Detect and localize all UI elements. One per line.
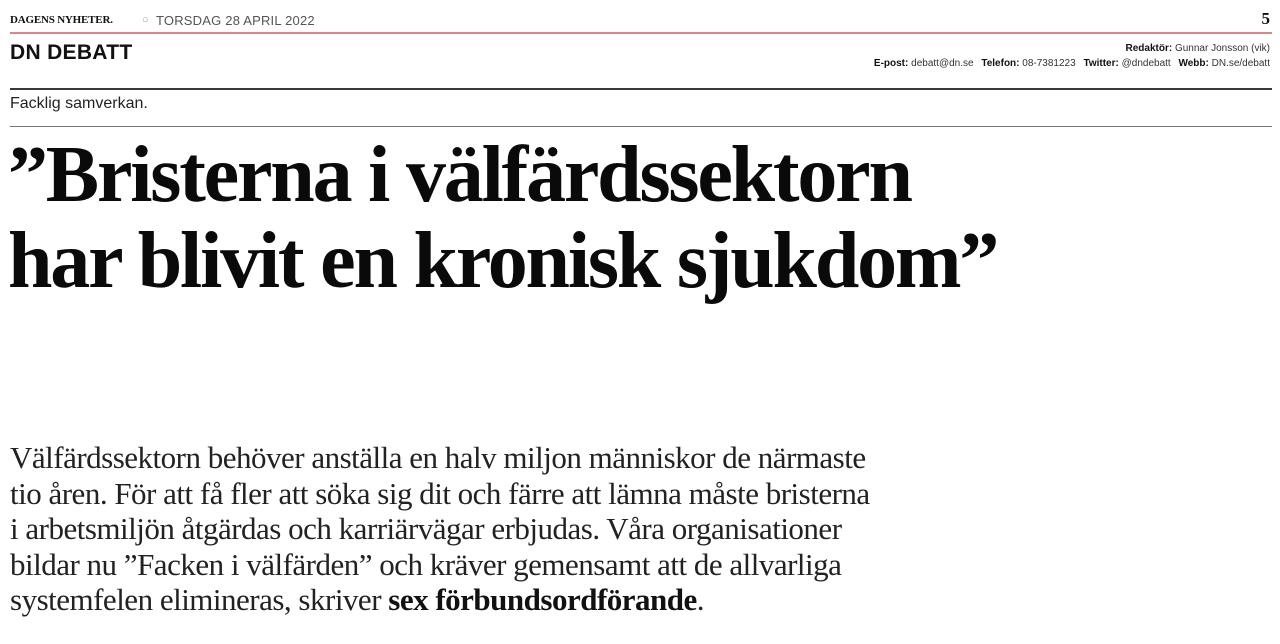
phone-number: 08-7381223 (1022, 58, 1076, 69)
phone-label: Telefon: (981, 58, 1020, 69)
top-divider (10, 32, 1272, 34)
circle-separator-icon: ○ (142, 14, 149, 26)
ingress-line-lead: systemfelen elimineras, skriver (10, 582, 389, 617)
twitter-handle: @dndebatt (1121, 58, 1171, 69)
article-headline (8, 132, 1258, 304)
contact-info (874, 41, 1270, 71)
section-title: DN DEBATT (10, 41, 133, 64)
contact-line (874, 56, 1270, 71)
kicker-divider (10, 126, 1272, 127)
email-address: debatt@dn.se (911, 58, 974, 69)
ingress-line-end: . (696, 582, 705, 617)
web-address: DN.se/debatt (1211, 58, 1270, 69)
editor-line (874, 41, 1270, 56)
ingress-line: bildar nu ”Facken i välfärden” och kräver gemensamt att de allvarliga (10, 546, 842, 582)
section-divider (10, 88, 1272, 90)
issue-date: TORSDAG 28 APRIL 2022 (156, 13, 315, 28)
ingress-line: Välfärdssektorn behöver anställa en halv miljon människor de närmaste (10, 440, 866, 475)
web-label: Webb: (1178, 58, 1209, 69)
newspaper-name: DAGENS NYHETER. (10, 14, 113, 26)
ingress-authors: sex förbundsordförande (388, 582, 697, 617)
headline-line: ”Bristerna i välfärdssektorn (8, 131, 911, 219)
article-ingress (10, 440, 1130, 618)
ingress-last-line (10, 582, 1130, 618)
article-kicker: Facklig samverkan. (10, 95, 148, 112)
email-label: E-post: (873, 58, 909, 69)
headline-line: har blivit en kronisk sjukdom” (8, 217, 998, 305)
ingress-line: i arbetsmiljön åtgärdas och karriärvägar erbjudas. Våra organisationer (10, 511, 842, 546)
masthead (10, 9, 1272, 31)
editor-name: Gunnar Jonsson (vik) (1174, 43, 1270, 54)
editor-label: Redaktör: (1125, 43, 1173, 54)
twitter-label: Twitter: (1083, 58, 1119, 69)
page-number: 5 (1261, 9, 1270, 28)
ingress-line: tio åren. För att få fler att söka sig dit och färre att lämna måste bristerna (10, 475, 870, 511)
